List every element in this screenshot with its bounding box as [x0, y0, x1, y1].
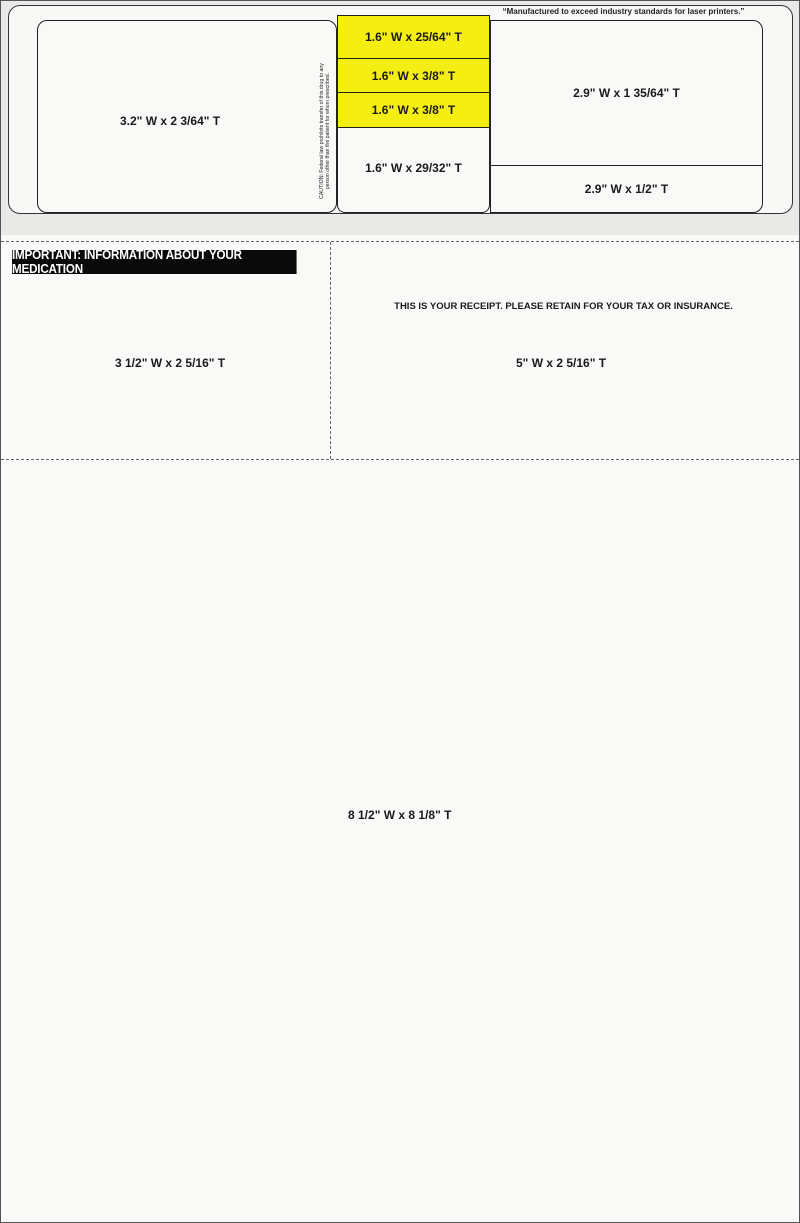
- important-banner: IMPORTANT: INFORMATION ABOUT YOUR MEDICATION: [12, 250, 297, 274]
- panel-right-size: 5" W x 2 5/16" T: [516, 356, 607, 370]
- label-mid-a-size: 1.6" W x 25/64" T: [365, 30, 462, 44]
- caution-notice: [319, 61, 331, 201]
- label-mid-c: [337, 92, 490, 128]
- label-mid-a: [337, 15, 490, 59]
- label-mid-d-size: 1.6" W x 29/32" T: [365, 161, 462, 175]
- receipt-note: THIS IS YOUR RECEIPT. PLEASE RETAIN FOR YOUR TAX OR INSURANCE.: [394, 301, 733, 312]
- label-mid-d: [337, 127, 490, 213]
- label-right-bottom-size: 2.9" W x 1/2" T: [584, 182, 669, 196]
- perforation-vertical: [330, 242, 331, 459]
- label-right-top: [490, 20, 763, 166]
- bottom-panel-size: 8 1/2" W x 8 1/8" T: [348, 808, 452, 822]
- label-left: [37, 20, 337, 213]
- label-left-size: 3.2" W x 2 3/64" T: [120, 114, 221, 128]
- caution-text: CAUTION: Federal law prohibits transfer of this drug to any person other than the patient for whom prescribed.: [319, 63, 331, 199]
- label-mid-c-size: 1.6" W x 3/8" T: [371, 103, 456, 117]
- label-right-top-size: 2.9" W x 1 35/64" T: [573, 86, 680, 100]
- label-mid-b: [337, 58, 490, 93]
- perforation-top: [1, 241, 799, 242]
- perforation-middle: [1, 459, 799, 460]
- label-mid-b-size: 1.6" W x 3/8" T: [371, 68, 456, 83]
- label-strip: [1, 1, 799, 235]
- panel-left-size: 3 1/2" W x 2 5/16" T: [115, 356, 226, 370]
- label-right-bottom: [490, 165, 763, 213]
- manufacturing-note: “Manufactured to exceed industry standards for laser printers.”: [502, 7, 745, 16]
